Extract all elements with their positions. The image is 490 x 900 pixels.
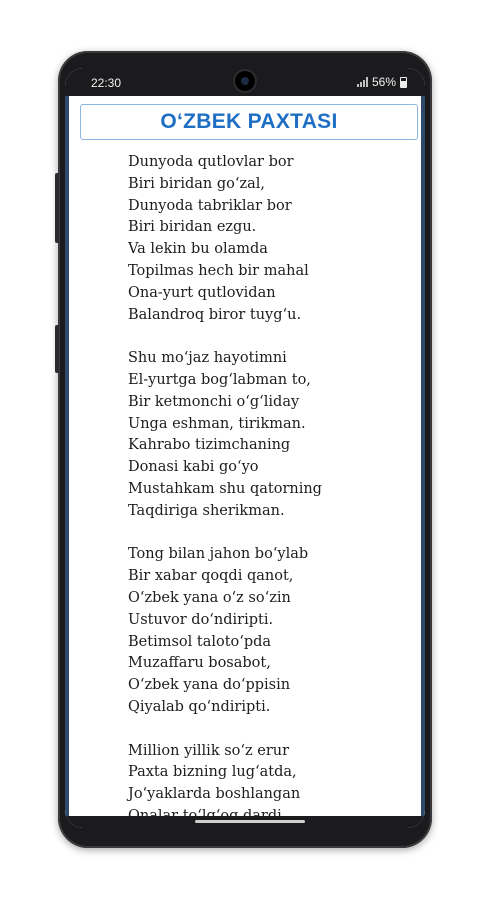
background-strip-left (65, 96, 69, 816)
app-content[interactable] (65, 96, 425, 816)
navigation-bar (65, 816, 425, 828)
poem-line: Topilmas hech bir mahal (128, 262, 309, 279)
volume-button (55, 173, 59, 243)
poem-line: Biri biridan ezgu. (128, 219, 257, 236)
poem-line: Paxta bizning lug‘atda, (128, 764, 297, 781)
poem-line: Million yillik so‘z erur (128, 742, 290, 759)
poem-line: Shu mo‘jaz hayotimni (128, 350, 287, 367)
page-title: O‘ZBEK PAXTASI (160, 110, 338, 133)
poem-line: Biri biridan go‘zal, (128, 175, 265, 192)
title-box (80, 104, 418, 140)
screen (65, 68, 425, 828)
battery-icon (400, 77, 407, 88)
poem-line: Qiyalab qo‘ndiripti. (128, 698, 271, 715)
status-icons (357, 75, 407, 89)
poem-stanza (128, 741, 408, 828)
poem-line: Betimsol taloto‘pda (128, 633, 272, 650)
poem-stanza (128, 544, 408, 718)
poem-line: Ona-yurt qutlovidan (128, 284, 276, 301)
poem-line: Mustahkam shu qatorning (128, 480, 322, 497)
poem-text (128, 152, 408, 828)
poem-line: Bir ketmonchi o‘g‘liday (128, 393, 300, 410)
poem-stanza (128, 348, 408, 522)
front-camera (235, 71, 255, 91)
poem-line: Bir xabar qoqdi qanot, (128, 568, 294, 585)
poem-line: O‘zbek yana o‘z so‘zin (128, 589, 291, 606)
signal-icon (357, 77, 368, 87)
poem-line: Dunyoda qutlovlar bor (128, 154, 294, 170)
poem-line: Taqdiriga sherikman. (128, 502, 285, 519)
poem-stanza (128, 152, 408, 326)
poem-line: Donasi kabi go‘yo (128, 459, 259, 476)
poem-line: El-yurtga bog‘labman to, (128, 371, 311, 388)
status-bar (65, 68, 425, 96)
battery-percent: 56% (371, 75, 396, 89)
poem-line: Tong bilan jahon bo‘ylab (128, 546, 309, 563)
poem-line: Jo‘yaklarda boshlangan (128, 786, 301, 803)
poem-line: Balandroq biror tuyg‘u. (128, 306, 302, 323)
poem-line: Va lekin bu olamda (128, 241, 268, 258)
power-button (55, 325, 59, 373)
status-time: 22:30 (91, 76, 122, 90)
poem-line: Kahrabo tizimchaning (128, 437, 291, 454)
poem-line: Ustuvor do‘ndiripti. (128, 611, 274, 628)
poem-line: O‘zbek yana do‘ppisin (128, 677, 291, 694)
poem-line: Muzaffaru bosabot, (128, 655, 271, 672)
home-gesture-bar[interactable] (195, 820, 305, 823)
poem-line: Unga eshman, tirikman. (128, 415, 306, 432)
background-strip-right (421, 96, 425, 816)
poem-line: Dunyoda tabriklar bor (128, 197, 292, 214)
